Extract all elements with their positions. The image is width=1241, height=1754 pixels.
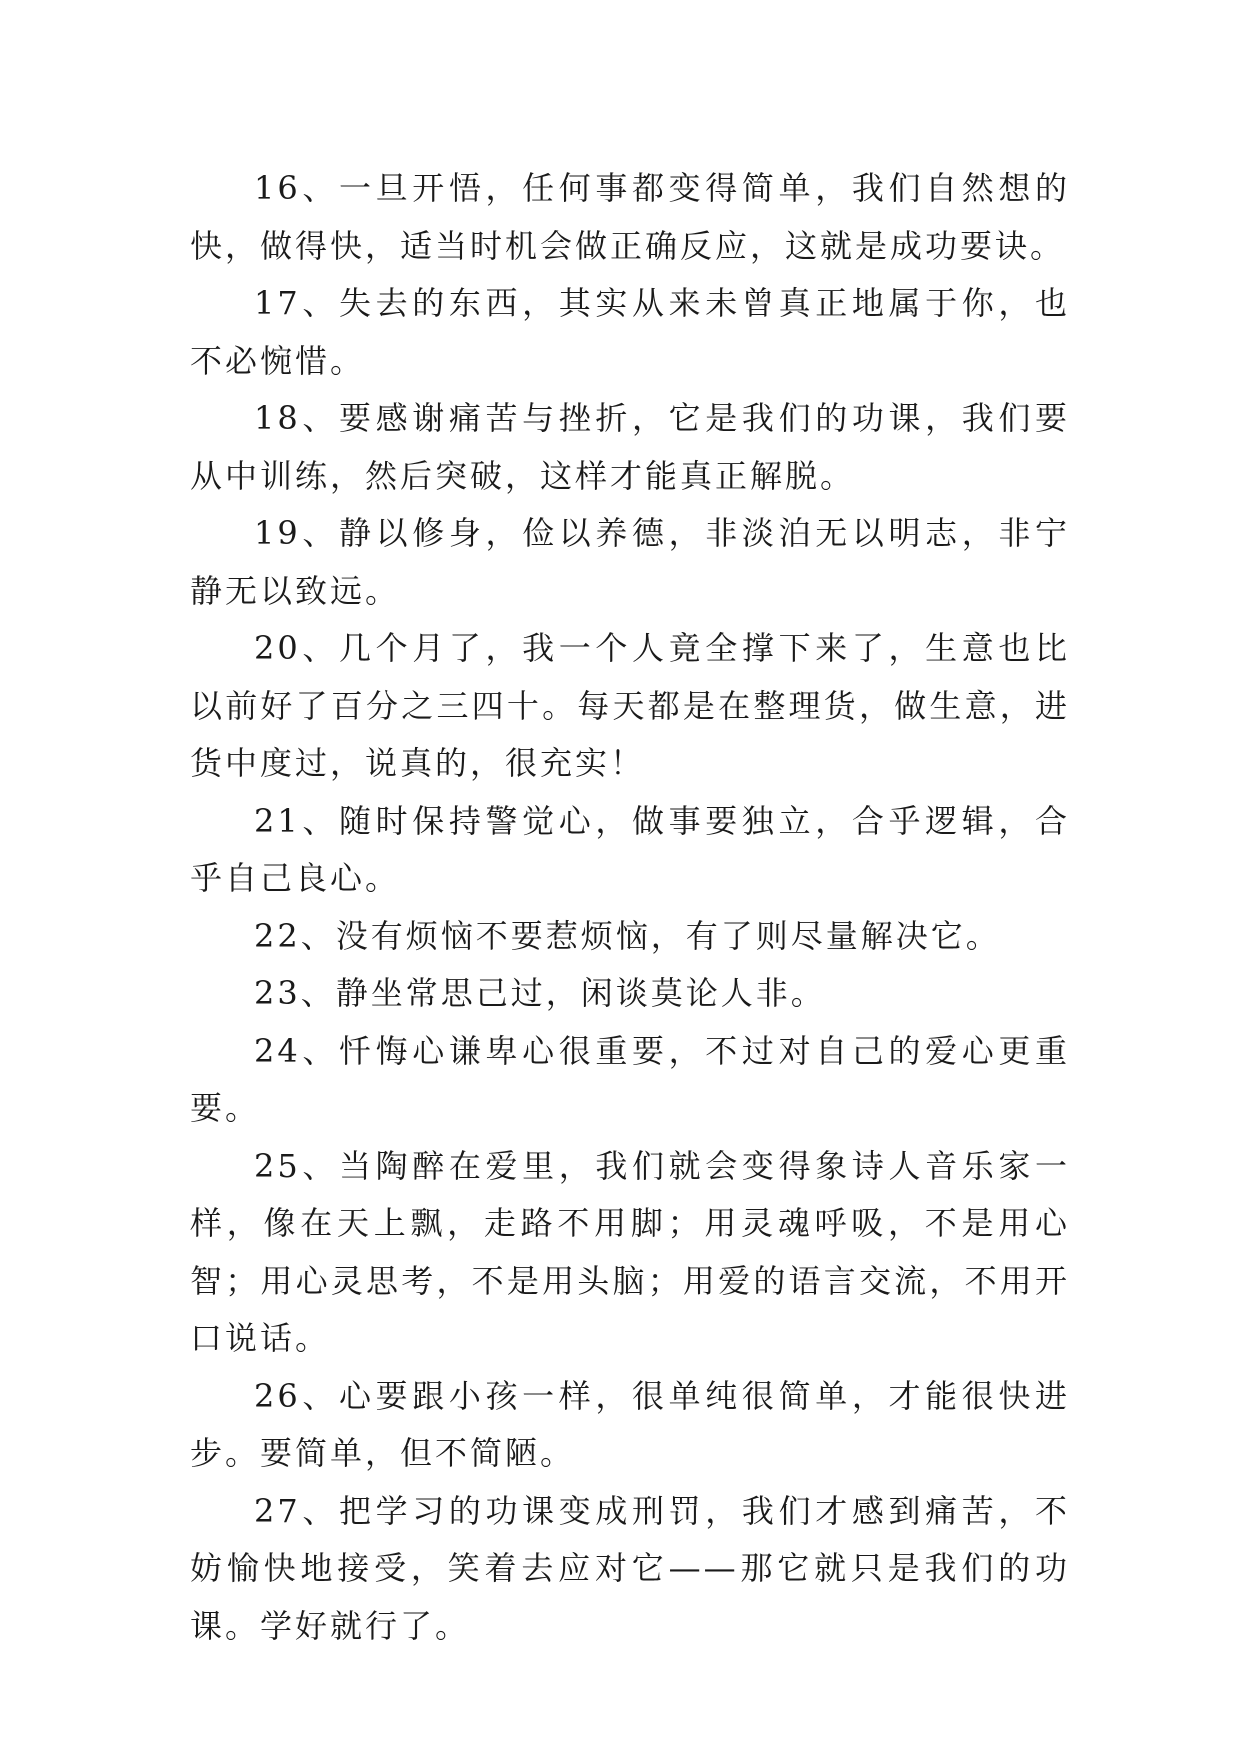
paragraph-26: 26、心要跟小孩一样，很单纯很简单，才能很快进步。要简单，但不简陋。 [190, 1376, 1070, 1472]
paragraph-18: 18、要感谢痛苦与挫折，它是我们的功课，我们要从中训练，然后突破，这样才能真正解脱。 [190, 399, 1070, 495]
document-body [190, 160, 1070, 1655]
paragraph-21: 21、随时保持警觉心，做事要独立，合乎逻辑，合乎自己良心。 [190, 801, 1070, 897]
paragraph-22: 22、没有烦恼不要惹烦恼，有了则尽量解决它。 [254, 916, 1001, 955]
paragraph-24: 24、忏悔心谦卑心很重要，不过对自己的爱心更重要。 [190, 1031, 1070, 1127]
paragraph-23: 23、静坐常思己过，闲谈莫论人非。 [254, 974, 826, 1012]
paragraph-19: 19、静以修身，俭以养德，非淡泊无以明志，非宁静无以致远。 [190, 514, 1070, 610]
paragraph-16: 16、一旦开悟，任何事都变得简单，我们自然想的快，做得快，适当时机会做正确反应，这就是成功要诀。 [190, 169, 1070, 265]
paragraph-20: 20、几个月了，我一个人竟全撑下来了，生意也比以前好了百分之三四十。每天都是在整理货，做生意，进货中度过，说真的，很充实！ [190, 629, 1070, 782]
paragraph-27: 27、把学习的功课变成刑罚，我们才感到痛苦，不妨愉快地接受，笑着去应对它——那它就只是我们的功课。学好就行了。 [190, 1491, 1070, 1645]
paragraph-25: 25、当陶醉在爱里，我们就会变得象诗人音乐家一样，像在天上飘，走路不用脚；用灵魂呼吸，不是用心智；用心灵思考，不是用头脑；用爱的语言交流，不用开口说话。 [190, 1146, 1070, 1357]
paragraph-17: 17、失去的东西，其实从来未曾真正地属于你，也不必惋惜。 [190, 284, 1070, 380]
